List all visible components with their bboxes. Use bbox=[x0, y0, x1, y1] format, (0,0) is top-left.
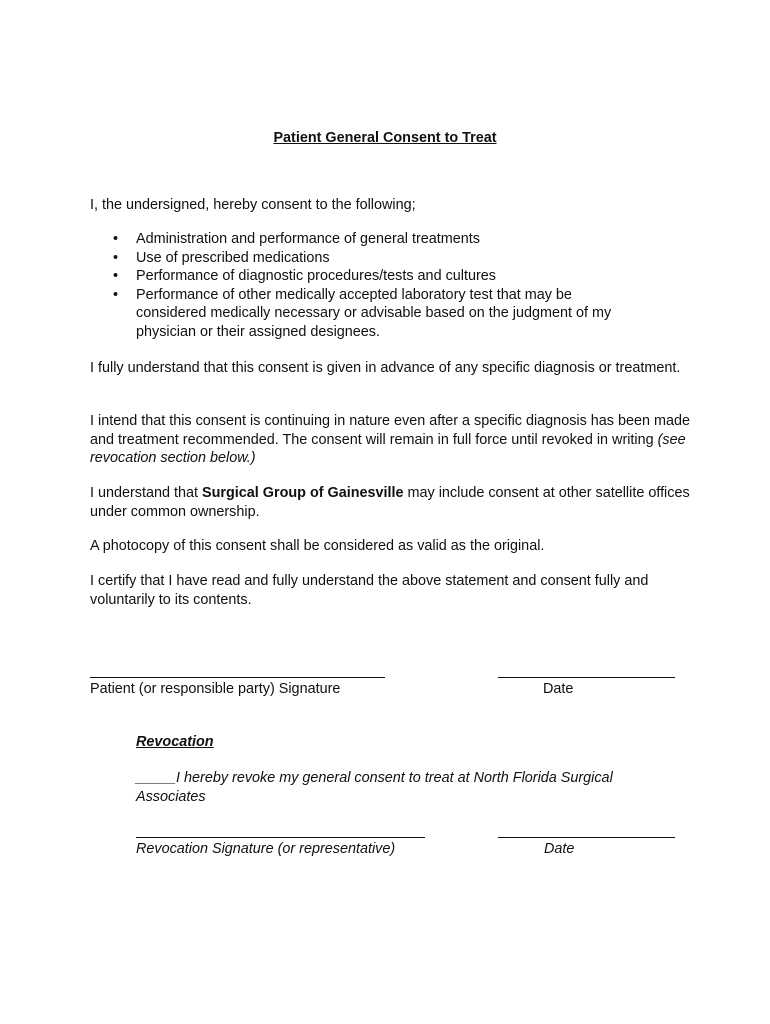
consent-items-list bbox=[90, 230, 690, 341]
continuing-text-wrapper bbox=[90, 412, 690, 468]
revocation-date-line[interactable] bbox=[498, 837, 675, 838]
bullet-icon: • bbox=[113, 286, 119, 303]
advance-text: I fully understand that this consent is given in advance of any specific diagnosis or treatment. bbox=[90, 360, 681, 376]
intro-text: I, the undersigned, hereby consent to the following; bbox=[90, 197, 416, 213]
list-item-text: Administration and performance of general treatments bbox=[136, 231, 480, 247]
page-title: Patient General Consent to Treat bbox=[273, 130, 497, 146]
revocation-checkbox-blank[interactable]: _____ bbox=[136, 770, 177, 786]
continuing-paragraph bbox=[90, 412, 690, 468]
list-item bbox=[90, 249, 690, 268]
practice-name: Surgical Group of Gainesville bbox=[202, 485, 404, 501]
revocation-signature-line[interactable] bbox=[136, 837, 425, 838]
patient-signature-line[interactable] bbox=[90, 677, 385, 678]
certify-text: I certify that I have read and fully understand the above statement and consent fully and voluntarily to its contents. bbox=[90, 573, 649, 608]
bullet-icon: • bbox=[113, 231, 119, 247]
certify-paragraph bbox=[90, 572, 690, 609]
revocation-date-label: Date bbox=[544, 841, 575, 857]
list-item-text: Use of prescribed medications bbox=[136, 249, 330, 266]
patient-date-line[interactable] bbox=[498, 677, 675, 678]
group-prefix: I understand that bbox=[90, 485, 203, 501]
list-item-text: Performance of other medically accepted laboratory test that may be considered medically necessary or advisable based on the judgment of my physician or their assigned designees. bbox=[136, 286, 612, 340]
list-item bbox=[90, 286, 690, 342]
intro-paragraph bbox=[90, 196, 690, 215]
revocation-statement-text: I hereby revoke my general consent to treat at North Florida Surgical Associates bbox=[136, 770, 613, 805]
revocation-reference: (see revocation section below.) bbox=[90, 431, 686, 466]
photocopy-paragraph bbox=[90, 537, 690, 556]
revocation-heading: Revocation bbox=[136, 734, 214, 750]
bullet-icon: • bbox=[113, 249, 119, 266]
continuing-text: I intend that this consent is continuing in nature even after a specific diagnosis has been made and treatment recommended. The consent will remain in full force until revoked in writing bbox=[90, 413, 690, 448]
revocation-statement bbox=[136, 769, 676, 806]
patient-signature-label: Patient (or responsible party) Signature bbox=[90, 681, 341, 697]
list-item bbox=[90, 230, 690, 249]
advance-paragraph bbox=[90, 359, 690, 378]
photocopy-text: A photocopy of this consent shall be considered as valid as the original. bbox=[90, 538, 545, 554]
bullet-icon: • bbox=[113, 268, 119, 284]
group-paragraph bbox=[90, 484, 690, 521]
revocation-signature-label: Revocation Signature (or representative) bbox=[136, 841, 396, 857]
list-item bbox=[90, 267, 690, 286]
patient-date-label: Date bbox=[543, 681, 574, 697]
group-suffix: may include consent at other satellite offices under common ownership. bbox=[90, 485, 690, 520]
group-text-wrapper bbox=[90, 484, 690, 521]
list-item-text: Performance of diagnostic procedures/tests and cultures bbox=[136, 268, 496, 284]
